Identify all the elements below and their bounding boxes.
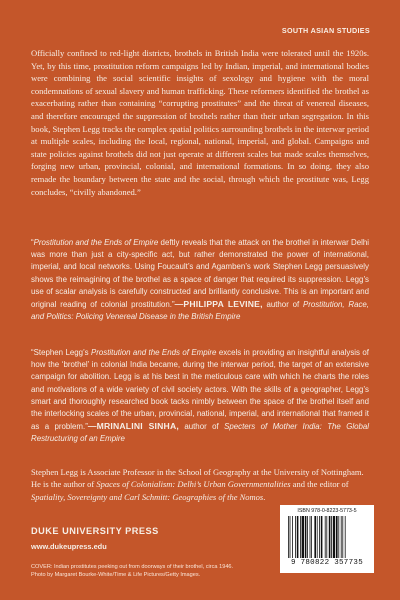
quote-author: —PHILIPPA LEVINE, [174,299,263,310]
bio-text: . [263,491,266,502]
quote-author-role: author of [262,300,303,310]
quote-book-title: Prostitution and the Ends of Empire [33,238,159,247]
quote-author-book: Specters of Mother India: The Global Restructuring of an Empire [31,422,370,444]
barcode-icon [286,516,368,558]
bio-book-title: Spaces of Colonialism: Delhi’s Urban Governmentalities [96,479,291,490]
endorsement-levine [31,237,369,323]
cover-credit-line: Photo by Margaret Bourke-White/Time & Life Pictures/Getty Images. [31,572,201,578]
quote-text: excels in providing an insightful analysis of how the ‘brothel’ in colonial India became, during the interwar period, the target of an extensive campaign for abolition. Legg is at his best in the meticulous care with which he charts the roles and motivations of a wide variety of civil society actors. With the skills of a geographer, Legg’s smart and thoroughly researched book tacks nimbly between the space of the brothel itself and the interlocking scales of the urban, provincial, national, imperial, and international that framed it as a problem.” [31,348,369,432]
publisher-url[interactable]: www.dukeupress.edu [31,542,107,551]
quote-open: “Stephen Legg’s [31,348,92,357]
cover-credit-line: COVER: Indian prostitutes peeking out from doorways of their brothel, circa 1946. [31,564,234,570]
cover-credit [31,563,261,579]
bio-book-title: Spatiality, Sovereignty and Carl Schmitt: Geographies of the Nomos [31,491,264,502]
quote-author-book: Prostitution, Race, and Politics: Policing Venereal Disease in the British Empire [31,300,369,322]
book-summary: Officially confined to red-light districts, brothels in British India were tolerated until the 1920s. Yet, by this time, prostitution reform campaigns led by Indian, imperial, and international bodies were combining the social scientific insights of sexology and hygiene with the moral condemnations of sexual slavery and human trafficking. These reformers identified the brothel as exacerbating rather than containing “corrupting prostitutes” and the threat of venereal diseases, and therefore encouraged the suppression of brothels rather than their urban segregation. In this book, Stephen Legg tracks the complex spatial politics surrounding brothels in the interwar period at multiple scales, including the local, regional, national, imperial, and global. Campaigns and state policies against brothels did not just operate at different scales but made scales themselves, forging new urban, provincial, colonial, and international formations. In so doing, they also remade the boundary between the state and the social, through which the prostitute was, Legg concludes, “civilly abandoned.” [31,48,369,197]
barcode-number: 9 780822 357735 [290,559,363,567]
author-bio [31,466,369,503]
quote-text: deftly reveals that the attack on the brothel in interwar Delhi was more than just a city-specific act, but rather demonstrated the power of international, imperial, and local networks. Using Foucault’s and Agamben’s work Stephen Legg persuasively shows the reimagining of the brothel as a space of danger that required its suppression. Legg’s use of scalar analysis is carefully constructed and brilliantly conclusive. This is an important and original reading of colonial prostitution.” [31,238,369,310]
quote-author-role: author of [178,422,225,432]
quote-book-title: Prostitution and the Ends of Empire [91,348,217,357]
quote-author: —MRINALINI SINHA, [87,421,179,432]
bio-text: Stephen Legg is Associate Professor in the School of Geography at the University of Nottingham. He is the author of [31,467,364,490]
bio-text: and the editor of [290,479,349,490]
barcode [280,505,374,573]
publisher-name: DUKE UNIVERSITY PRESS [31,526,159,536]
endorsement-sinha [31,347,369,446]
quote-open: “ [31,238,34,247]
isbn-label: ISBN 978-0-8223-5773-5 [297,508,357,514]
series-label: SOUTH ASIAN STUDIES [281,26,370,35]
